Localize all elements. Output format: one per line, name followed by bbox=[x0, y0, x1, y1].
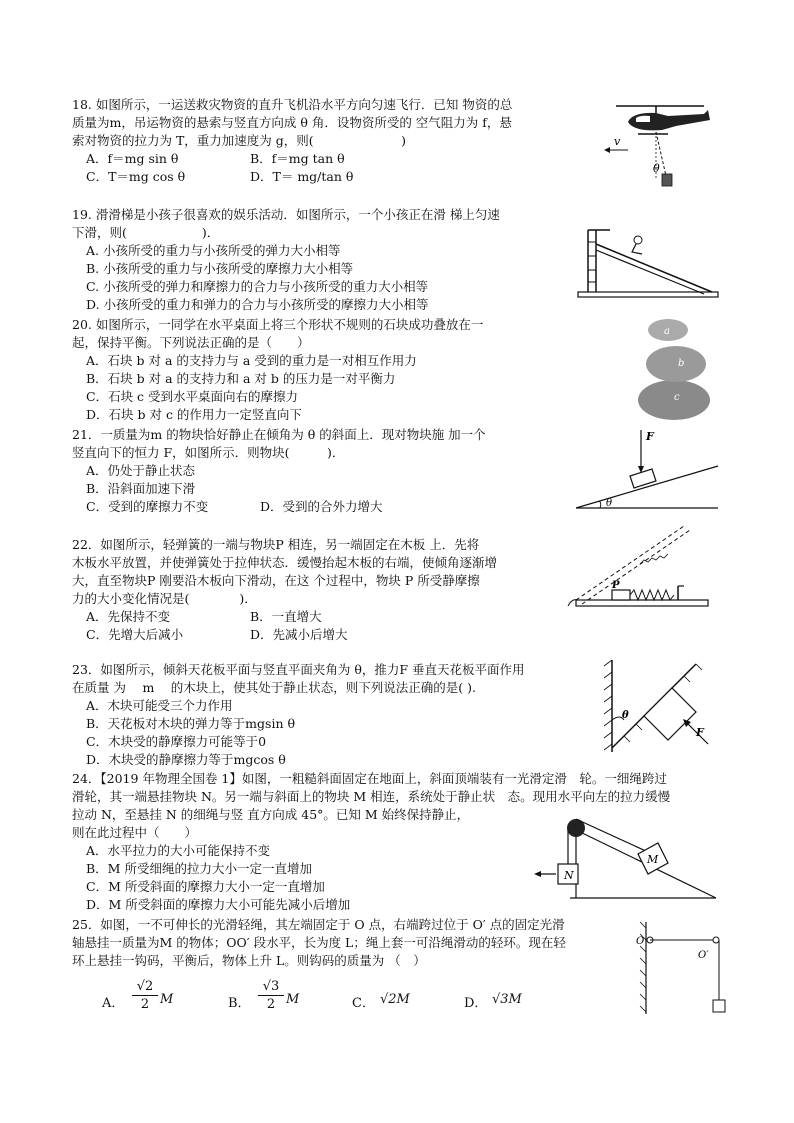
rope-pulley-figure bbox=[636, 918, 732, 1016]
slide-figure bbox=[576, 222, 722, 302]
ceiling-block-figure bbox=[600, 656, 720, 756]
q25-line-2: 轴悬挂一质量为M 的物体；OO′ 段水平，长为度 L；绳上套一可沿绳滑动的轻环。现在轻 bbox=[72, 935, 566, 950]
q25-option-d-value: √3M bbox=[492, 992, 522, 1007]
q20-line-1: 20. 如图所示，一同学在水平桌面上将三个形状不规则的石块成功叠放在一 bbox=[72, 317, 484, 332]
pulley-incline-figure bbox=[530, 816, 720, 902]
stone-c-label: c bbox=[674, 392, 680, 403]
q22-option-a: A．先保持不变 bbox=[86, 609, 171, 624]
q19-option-d: D. 小孩所受的重力和弹力的合力与小孩所受的摩擦力大小相等 bbox=[86, 297, 429, 312]
q23-option-a: A．木块可能受三个力作用 bbox=[86, 698, 233, 713]
q24-option-d: D．M 所受斜面的摩擦力大小可能先减小后增加 bbox=[86, 897, 351, 912]
q25-option-a-fraction bbox=[132, 978, 158, 1013]
q18-line-1: 18. 如图所示，一运送救灾物资的直升飞机沿水平方向匀速飞行．已知 物资的总 bbox=[72, 97, 513, 112]
q21-line-2: 竖直向下的恒力 F，如图所示．则物块( )． bbox=[72, 445, 345, 460]
q19-option-b: B. 小孩所受的重力与小孩所受的摩擦力大小相等 bbox=[86, 261, 354, 276]
q21-force-label: F bbox=[646, 430, 654, 443]
q24-line-4: 则在此过程中（ ） bbox=[72, 825, 198, 840]
stone-a-label: a bbox=[664, 326, 670, 337]
incline-block-figure bbox=[572, 424, 722, 512]
q22-options-row-1 bbox=[72, 608, 497, 626]
q25-a-numerator: √2 bbox=[132, 978, 158, 996]
q21-option-a: A．仍处于静止状态 bbox=[86, 463, 196, 478]
q22-options-row-2 bbox=[72, 626, 497, 644]
q19-line-1: 19. 滑滑梯是小孩子很喜欢的娱乐活动．如图所示，一个小孩正在滑 梯上匀速 bbox=[72, 207, 500, 222]
q18-options-row-2 bbox=[72, 168, 512, 186]
q21-theta-label: θ bbox=[606, 498, 613, 509]
q24-line-2: 滑轮，其一端悬挂物块 N。另一端与斜面上的物块 M 相连，系统处于静止状 态。现用水平向左的拉力缓慢 bbox=[72, 789, 671, 804]
q22-line-3: 大，直至物块P 刚要沿木板向下滑动，在这 个过程中，物块 P 所受静摩擦 bbox=[72, 573, 480, 588]
q25-line-3: 环上悬挂一钩码，平衡后，物体上升 L。则钩码的质量为 （ ） bbox=[72, 953, 426, 968]
stone-b-label: b bbox=[678, 358, 685, 369]
stacked-stones-figure bbox=[622, 314, 722, 424]
q18-options-row-1 bbox=[72, 150, 512, 168]
q25-option-c-value: √2M bbox=[380, 992, 410, 1007]
q20-option-d: D．石块 b 对 c 的作用力一定竖直向下 bbox=[86, 407, 302, 422]
q22-line-4: 力的大小变化情况是( )． bbox=[72, 591, 257, 606]
question-18 bbox=[72, 96, 512, 186]
q23-option-b: B．天花板对木块的弹力等于mgsin θ bbox=[86, 716, 296, 731]
q18-line-3: 索对物资的拉力为 T，重力加速度为 g，则( ) bbox=[72, 133, 407, 148]
q18-option-c: C．T＝mg cos θ bbox=[86, 169, 186, 184]
q19-option-c: C. 小孩所受的弹力和摩擦力的合力与小孩所受的重力大小相等 bbox=[86, 279, 429, 294]
q25-b-variable: M bbox=[286, 992, 300, 1007]
q22-option-c: C．先增大后减小 bbox=[86, 627, 184, 642]
q22-option-d: D．先减小后增大 bbox=[249, 627, 348, 642]
question-20 bbox=[72, 316, 483, 424]
q18-option-a: A．f＝mg sin θ bbox=[86, 151, 179, 166]
q20-option-c: C．石块 c 受到水平桌面向右的摩擦力 bbox=[86, 389, 299, 404]
point-o-label: O bbox=[636, 936, 645, 947]
q21-option-b: B．沿斜面加速下滑 bbox=[86, 481, 196, 496]
q25-answer-options bbox=[102, 978, 562, 1028]
question-25 bbox=[72, 916, 566, 970]
q25-b-numerator: √3 bbox=[258, 978, 284, 996]
q20-line-2: 起，保持平衡。下列说法正确的是（ ） bbox=[72, 335, 310, 350]
spring-board-figure bbox=[566, 512, 716, 612]
question-22 bbox=[72, 536, 497, 644]
q23-theta-label: θ bbox=[622, 710, 629, 721]
q25-option-d-letter: D． bbox=[464, 996, 488, 1011]
q18-option-d: D．T＝ mg/tan θ bbox=[249, 169, 354, 184]
q18-option-b: B．f＝mg tan θ bbox=[249, 151, 345, 166]
q21-option-c: C．受到的摩擦力不变 bbox=[86, 499, 209, 514]
block-m-label: M bbox=[647, 853, 659, 866]
q19-option-a: A. 小孩所受的重力与小孩所受的弹力大小相等 bbox=[86, 243, 341, 258]
q18-line-2: 质量为m，吊运物资的悬索与竖直方向成 θ 角．设物资所受的 空气阻力为 f，悬 bbox=[72, 115, 512, 130]
q24-option-c: C．M 所受斜面的摩擦力大小一定一直增加 bbox=[86, 879, 325, 894]
block-n-label: N bbox=[564, 869, 574, 882]
helicopter-figure bbox=[596, 98, 716, 196]
q22-line-1: 22．如图所示，轻弹簧的一端与物块P 相连，另一端固定在木板 上．先将 bbox=[72, 537, 480, 552]
q23-option-c: C．木块受的静摩擦力可能等于0 bbox=[86, 734, 267, 749]
q25-a-variable: M bbox=[160, 992, 174, 1007]
q25-option-a-letter: A． bbox=[102, 996, 125, 1011]
point-o-prime-label: O′ bbox=[698, 950, 709, 961]
velocity-label: v bbox=[614, 135, 621, 148]
block-p-label: P bbox=[612, 580, 620, 591]
q24-option-b: B．M 所受细绳的拉力大小一定一直增加 bbox=[86, 861, 312, 876]
q23-option-d: D．木块受的静摩擦力等于mgcos θ bbox=[86, 752, 286, 767]
question-19 bbox=[72, 206, 500, 314]
q21-options-row bbox=[72, 498, 486, 516]
q25-option-b-fraction bbox=[258, 978, 284, 1013]
question-23 bbox=[72, 661, 525, 769]
q23-force-label: F bbox=[696, 726, 704, 739]
question-21 bbox=[72, 426, 486, 516]
q25-option-c-letter: C． bbox=[352, 996, 375, 1011]
q25-line-1: 25．如图，一不可伸长的光滑轻绳，其左端固定于 O 点，右端跨过位于 O′ 点的固定光滑 bbox=[72, 917, 565, 932]
q19-line-2: 下滑，则( )． bbox=[72, 225, 220, 240]
q18-theta-label: θ bbox=[653, 162, 660, 175]
q22-option-b: B．一直增大 bbox=[249, 609, 322, 624]
q25-a-denominator: 2 bbox=[140, 997, 150, 1012]
q23-line-1: 23．如图所示，倾斜天花板平面与竖直平面夹角为 θ，推力F 垂直天花板平面作用 bbox=[72, 662, 525, 677]
q24-line-1: 24．【2019 年物理全国卷 1】如图，一粗糙斜面固定在地面上，斜面顶端装有一光滑定滑 轮。一细绳跨过 bbox=[72, 771, 667, 786]
q24-option-a: A．水平拉力的大小可能保持不变 bbox=[86, 843, 271, 858]
q25-b-denominator: 2 bbox=[266, 997, 276, 1012]
q20-option-a: A．石块 b 对 a 的支持力与 a 受到的重力是一对相互作用力 bbox=[86, 353, 417, 368]
q22-line-2: 木板水平放置，并使弹簧处于拉伸状态．缓慢抬起木板的右端，使倾角逐渐增 bbox=[72, 555, 498, 570]
q23-line-2: 在质量 为 m 的木块上，使其处于静止状态，则下列说法正确的是( ). bbox=[72, 680, 476, 695]
q25-option-b-letter: B． bbox=[228, 996, 251, 1011]
q24-line-3: 拉动 N，至悬挂 N 的细绳与竖 直方向成 45°。已知 M 始终保持静止， bbox=[72, 807, 470, 822]
q21-option-d: D．受到的合外力增大 bbox=[259, 499, 383, 514]
q21-line-1: 21．一质量为m 的物块恰好静止在倾角为 θ 的斜面上．现对物块施 加一个 bbox=[72, 427, 486, 442]
q20-option-b: B．石块 b 对 a 的支持力和 a 对 b 的压力是一对平衡力 bbox=[86, 371, 396, 386]
